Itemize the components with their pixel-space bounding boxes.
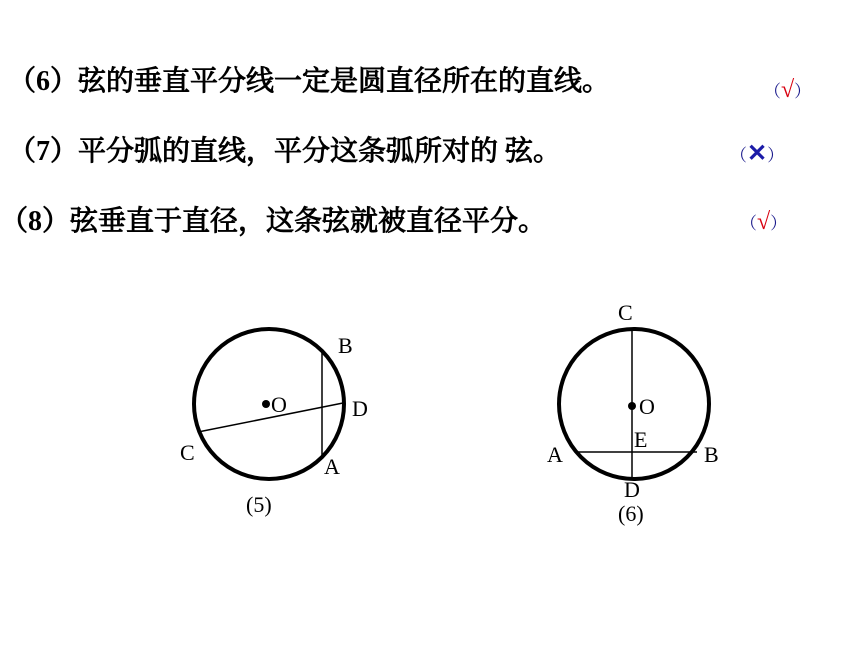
statement-number: （6） <box>8 66 79 97</box>
label-b: B <box>704 442 719 467</box>
label-d: D <box>352 396 368 421</box>
statement-text: 弦的垂直平分线一定是圆直径所在的直线。 <box>78 66 611 97</box>
label-c: C <box>618 300 633 325</box>
label-b: B <box>338 333 353 358</box>
label-d: D <box>624 477 640 502</box>
check-icon: √ <box>781 77 795 103</box>
center-dot <box>628 402 636 410</box>
label-c: C <box>180 440 195 465</box>
paren-open: （ <box>764 82 781 101</box>
paren-close: ） <box>770 214 788 233</box>
label-a: A <box>547 442 563 467</box>
statement-number: （7） <box>8 136 79 167</box>
label-e: E <box>634 427 648 452</box>
label-o: O <box>271 392 287 417</box>
check-icon: √ <box>757 209 771 235</box>
figure-5 <box>180 329 368 517</box>
statement-number: （8） <box>0 206 71 237</box>
caption-6: (6) <box>618 501 644 526</box>
cross-icon: ✕ <box>747 141 768 167</box>
statement-text: 弦垂直于直径，这条弦就被直径平分。 <box>70 206 547 237</box>
caption-5: (5) <box>246 492 272 517</box>
figure-6 <box>547 300 719 526</box>
statement-text: 平分弧的直线，平分这条弧所对的 弦。 <box>78 136 562 167</box>
center-dot <box>262 400 270 408</box>
label-o: O <box>639 394 655 419</box>
paren-close: ） <box>794 82 812 101</box>
paren-close: ） <box>767 146 785 165</box>
paren-open: （ <box>730 146 747 165</box>
label-a: A <box>324 454 340 479</box>
paren-open: （ <box>740 214 757 233</box>
